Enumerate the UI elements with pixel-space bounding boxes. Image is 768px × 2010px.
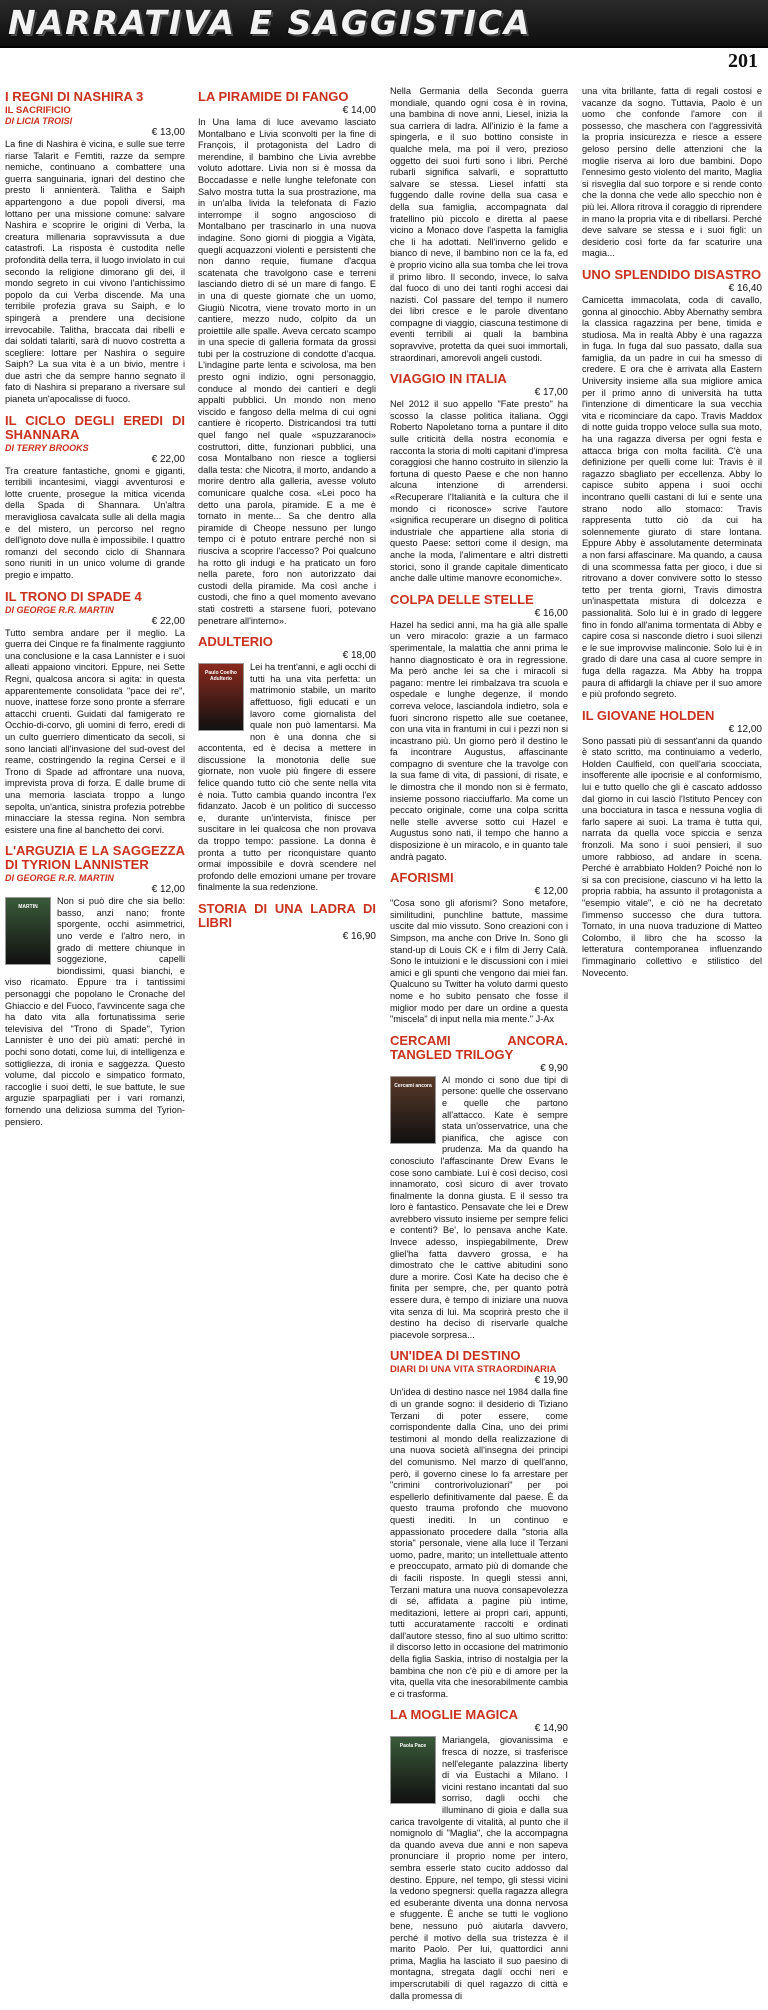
book-cover-label: MARTIN [18,904,38,911]
book-description: Paulo Coelho Adulterio Lei ha trent'anni, e agli occhi di tutti ha una vita perfetta: un matrimonio stabile, un marito affettuoso, figli educati e un lavoro come giornalista del quale non può lamentarsi. Ma non è una donna che si accontenta, ed è decisa a mettere in discussione la monotonia delle sue giornate, non vuole più fingere di essere felice quando tutto ciò che sente nella vita è noia. Tutto cambia quando incontra l'ex fidanzato. Jacob è un politico di successo e, durante un'intervista, finisce per suscitare in lei qualcosa che non provava da troppo tempo: passione. La donna è pronta a tutto per riconquistare quanto ormai impossibile e dovrà scendere nel profondo delle emozioni umane per trovare finalmente la sua redenzione. [198,662,376,893]
book-price: € 22,00 [151,453,185,465]
book-entry [5,414,185,582]
book-price: € 13,00 [151,127,185,138]
book-subtitle: DIARI DI UNA VITA STRAORDINARIA [390,1364,557,1376]
book-description: Paola Pace Mariangela, giovanissima e fresca di nozze, si trasferisce nell'elegante palazzina liberty di via Eustachi a Milano. I vicini restano incantati dal suo sorriso, dagli occhi che illuminano di gioia e dalla sua carica travolgente di vitalità, al punto che il nomignolo di "Maglia", che la accompagna da quando aveva due anni e non sapeva pronunciare il proprio nome per intero, sembra esserle stato cucito addosso dal destino. Eppure, nel tempo, gli stessi vicini la vedono spegnersi: quella ragazza allegra ed esuberante diventa una donna nervosa e sfuggente. È anche se tutti le vogliono bene, nessuno può aiutarla davvero, perché il motivo della sua tristezza è il marito Paolo. Per lui, quattordici anni prima, Maglia ha lasciato il suo paesino di montagna, stregata dagli occhi neri e imperscrutabili di quel ragazzo di città e dalla promessa di [390,1735,568,2001]
book-entry [390,593,568,863]
book-description: MARTIN Non si può dire che sia bello: basso, anzi nano; fronte sporgente, occhi asimmetrici, uno verde e l'altro nero, in grado di mettere chiunque in soggezione, capelli biondissimi, quasi bianchi, e viso ricamato. Eppure tra i tantissimi personaggi che popolano le Cronache del Ghiaccio e del Fuoco, l'avvincente saga che ha dato vita alla fortunatissima serie televisiva del "Trono di Spade", Tyrion Lannister è uno dei più amati: perché in pochi sono dotati, come lui, di intelligenza e sottigliezza, di ironia e saggezza. Questo volume, dal piccolo e simpatico formato, raccoglie i suoi detti, le sue battute, le sue arguzie sparpagliati per i vari romanzi, fornendo una deliziosa summa del Tyrion-pensiero. [5,896,185,1127]
book-entry [390,1708,568,2002]
book-price: € 22,00 [151,615,185,627]
book-entry [390,86,568,364]
book-description: In Una lama di luce avevamo lasciato Montalbano e Livia sconvolti per la fine di François, il protagonista del Ladro di merendine, il bambino che Livia avrebbe voluto adottare. Livia non si è mossa da Boccadasse e nelle lunghe telefonate con Salvo mostra tutta la sua prostrazione, ma in un'alba livida la telefonata di Fazio interrompe il sogno angoscioso di Montalbano per trascinarlo in una nuova indagine. Sono giorni di pioggia a Vigàta, quegli acquazzoni violenti e persistenti che non danno requie, fiumane d'acqua scatenata che travolgono case e terreni lasciando dietro di sé un mare di fango. E in una di queste giornate che un uomo, Giugiù Nicotra, viene trovato morto in un cantiere, mezzo nudo, colpito da un proiettile alle spalle. Aveva cercato scampo in una specie di galleria formata da grossi tubi per la costruzione di condotte d'acqua. L'indagine parte lenta e scivolosa, ma ben presto ogni indizio, ogni personaggio, conduce al mondo dei cantieri e degli appalti pubblici. Un mondo non meno viscido e fangoso della melma di cui ogni cantiere è ricoperto. Districandosi tra tutti quel fango nel quale «spuzzaranoci» costruttori, ditte, funzionari pubblici, una cosa Montalbano non riesce a togliersi dalla testa: che Nicotra, il morto, andando a morire dentro alla galleria, avesse voluto comunicare qualche cosa. «Lei poco ha detto una parola, piramide. E a me è tornato in mente... Sa che dentro alla piramide di Cheope nessuno per lungo tempo ci è potuto entrare perché non si riusciva a scoprire l'accesso? Poi qualcuno ha rotto gli indugi e ha praticato un foro nella parete, foro non autorizzato dai custodi della piramide. Ma così anche i custodi, che fino a quel momento avevano stati costretti a starsene fuori, potevano penetrare all'interno». [198,117,376,626]
column-2 [198,86,376,951]
book-entry [5,590,185,837]
book-entry [390,1034,568,1342]
book-description: Tra creature fantastiche, gnomi e giganti, terribili incantesimi, viaggi avventurosi e lotte cruente, prosegue la mitica vicenda della Spada di Shannara. Un'altra meravigliosa cavalcata sulle ali della magia e del mistero, un percorso nel regno dell'ignoto dove nulla è impossibile. I quattro romanzi del secondo ciclo di Shannara sono riuniti in un unico volume di grande pregio e impatto. [5,465,185,580]
book-cover [198,663,244,731]
book-title: L'ARGUZIA E LA SAGGEZZA DI TYRION LANNISTER [5,843,185,873]
book-entry [582,268,762,701]
book-entry [198,635,376,894]
book-entry [582,709,762,979]
book-description: Nel 2012 il suo appello "Fate presto" ha scosso la classe politica italiana. Oggi Roberto Napoletano torna a puntare il dito sulle criticità della nostra economia e racconta la storia di molti capitani d'impresa coraggiosi che hanno costruito in silenzio la fortuna di questo Paese e che non hanno alcuna intenzione di arrendersi. «Recuperare l'Italianità e la cultura che il mondo ci riconosce» scrive l'autore «significa recuperare un disegno di politica industriale che appartiene alla storia di questo Paese: settori come il design, ma anche la moda, l'alimentare e altri distretti storici, sono il grande capitale dimenticato anche dalle ultime manovre economiche». [390,399,568,584]
book-cover-label: Paola Pace [399,1743,427,1750]
book-cover [5,897,51,965]
page-number: 201 [728,50,758,72]
book-price: € 16,40 [728,282,762,294]
book-author: DI TERRY BROOKS [5,442,89,453]
column-1 [5,86,185,1136]
book-title: COLPA DELLE STELLE [390,591,534,607]
book-price: € 14,90 [534,1723,568,1735]
book-title: LA MOGLIE MAGICA [390,1707,519,1723]
book-entry [582,86,762,260]
book-description: "Cosa sono gli aforismi? Sono metafore, similitudini, punchline battute, massime uscite dal mio vissuto. Sono creazioni con i Simpson, ma anche con Drive In. Sono gli stand-up di Louis CK e i film di Jerry Calà. Sono le intuizioni e le discussioni con i miei amici e gli spunti che vengono dai miei fan. Qualcuno su Twitter ha voluto darmi questo nome e ho subito pensato che fosse il miglior modo per dare un ordine a questa "miscela" di input nella mia mente." J-Ax [390,898,568,1025]
column-3 [390,86,568,2010]
book-entry [390,871,568,1026]
section-title: NARRATIVA E SAGGISTICA [8,3,532,42]
book-title: IL TRONO DI SPADE 4 [5,588,142,604]
book-title: IL CICLO DEGLI EREDI DI SHANNARA [5,412,185,442]
book-title: VIAGGIO IN ITALIA [390,371,507,387]
book-description: una vita brillante, fatta di regali costosi e vacanze da sogno. Tuttavia, Paolo è un uomo che confonde l'amore con il possesso, che maschera con l'aggressività la propria insicurezza e riesce a essere geloso persino delle attenzioni che la moglie riserva ai loro due bambini. Dopo l'ennesimo gesto violento del marito, Maglia si risveglia dal suo torpore e si rende conto che la donna che vede allo specchio non è più lei. Allora ritrova il coraggio di riprendere in mano la propria vita e di ribellarsi. Perché deve salvare se stessa e i suoi figli: un desiderio così forte da far scaturire una magia... [582,86,762,259]
book-title: STORIA DI UNA LADRA DI LIBRI [198,901,376,930]
book-description: Cercami ancora Al mondo ci sono due tipi di persone: quelle che osservano e quelle che partono all'attacco. Kate è sempre stata un'osservatrice, una che pianifica, che agisce con prudenza. Ma da quando ha conosciuto l'affascinante Drew Evans le cose sono cambiate. Lui è così deciso, così innamorato, così sicuro di aver trovato finalmente la donna giusta. E il sesso tra loro è fantastico. Pensavate che lei e Drew avrebbero vissuto insieme per sempre felici e contenti? Be', lo pensava anche Kate. Invece adesso, inspiegabilmente, Drew gliel'ha fatta davvero grossa, e ha dimostrato che le cattive abitudini sono dure a morire. Così Kate ha deciso che è finita per sempre, che, per quanto potrà essere dura, è tempo di iniziare una nuova vita senza di lui. Ma scoprirà presto che il destino ha deciso di riservarle qualche piacevole sorpresa... [390,1074,568,1340]
book-price: € 17,00 [534,387,568,399]
book-price: € 9,90 [540,1062,568,1074]
book-cover [390,1736,436,1804]
book-entry [390,1349,568,1700]
book-cover [390,1076,436,1144]
book-description: Hazel ha sedici anni, ma ha già alle spalle un vero miracolo: grazie a un farmaco sperimentale, la malattia che anni prima le hanno diagnosticato è ora in regressione. Ma però anche lei sa che i miracoli si pagano: mentre lei rimbalzava tra scuola e ospedale e lunghe degenze, il mondo correva veloce, lasciandola indietro, sola e fuori sincrono rispetto alle sue coetanee, con una vita in frantumi in cui i pezzi non si incastrano più. Un giorno però il destino le fa incontrare Augustus, affascinante compagno di sventure che la travolge con la sua fame di vita, di passioni, di risate, e le dimostra che il mondo non si è fermato, insieme possono riacciuffarlo. Ma come un peccato originale, come una colpa scritta nelle stelle avverse sotto cui Hazel e Augustus sono nati, il tempo che hanno a disposizione è un miracolo, e in quanto tale andrà pagato. [390,619,568,862]
book-author: DI GEORGE R.R. MARTIN [5,604,114,615]
book-entry [198,90,376,627]
column-4 [582,86,762,987]
book-price: € 19,90 [534,1375,568,1387]
book-title: IL GIOVANE HOLDEN [582,707,715,723]
book-cover-label: Cercami ancora [394,1082,432,1089]
book-entry [5,90,185,406]
book-price: € 12,00 [151,884,185,896]
book-title: LA PIRAMIDE DI FANGO [198,89,349,104]
book-description: Camicetta immacolata, coda di cavallo, gonna al ginocchio. Abby Abernathy sembra la classica ragazzina per bene, timida e studiosa. Ma in realtà Abby è una ragazza in fuga. In fuga dal suo passato, dalla sua famiglia, da un padre in cui ha smesso di credere. E ora che è arrivata alla Eastern University insieme alla sua migliore amica per il primo anno di università ha tutta l'intenzione di dimenticare la sua vecchia vita e ricominciare da capo. Travis Maddox di notte guida troppo veloce sulla sua moto, ha una ragazza diversa per ogni festa e attacca briga con molta facilità. C'è una definizione per quelli come lui: Travis è il ragazzo sbagliato per eccellenza. Abby lo capisce subito appena i suoi occhi incontrano quelli castani di lui e sente una strano nodo allo stomaco: Travis rappresenta tutto ciò da cui ha solennemente giurato di stare lontana. Eppure Abby è assolutamente determinata a non farsi affascinare. Ma quando, a causa di una scommessa fatta per gioco, i due si ritrovano a dover convivere sotto lo stesso tetto per trenta giorni, Travis dimostra un'inaspettata mistura di dolcezza e passionalità. Solo lui è in grado di leggere fino in fondo all'anima tormentata di Abby e capire cosa si nasconde dietro i suoi silenzi e le sue improvvise malinconie. Solo lui è in grado di dare una casa al cuore sempre in fuga della ragazza. Ma Abby ha troppa paura di affidargli la chiave per il suo amore e più profondo segreto. [582,294,762,700]
book-author: DI LICIA TROISI [5,116,73,126]
book-description: La fine di Nashira è vicina, e sulle sue terre riarse Talarìt e Femtiti, razze da sempre nemiche, continuano a combattere una guerra sanguinaria, ignari del destino che presto li annienterà. Talitha e Saiph appartengono a due popoli diversi, ma lottano per una missione comune: salvare Nashira e scoprire le origini di Verba, la creatura millenaria sopravvissuta a due catastrofi. La risposta è custodita nelle profondità della terra, il luogo inviolato in cui secondo la religione dimorano gli dei, il mondo segreto in cui vivono l'antichissimo popolo da cui Verba discende. Ma una terribile profezia grava su Saiph, e lo spingerà a prendere una decisione irrevocabile. Talitha, braccata dai ribelli e dai soldati talariti, sarà di nuovo costretta a scegliere: lottare per Nashira o seguire Saiph? La sua vita è a un bivio, mentre i due astri che da sempre hanno segnato il fato di Nashira si preparano a riversare sul pianeta un'apocalisse di fuoco. [5,139,185,405]
book-description: Un'idea di destino nasce nel 1984 dalla fine di un grande sogno: il desiderio di Tiziano Terzani di poter essere, come corrispondente dalla Cina, uno dei primi testimoni al mondo della realizzazione di una nuova società all'insegna dei principi del comunismo. Nel marzo di quell'anno, però, il governo cinese lo fa arrestare per "crimini controrivoluzionari" per poi espellerlo definitivamente dal paese. È da questo trauma profondo che muovono questi inediti. In un continuo e appassionato procedere dalla "storia alla storia" personale, viene alla luce il Terzani uomo, padre, marito; un intellettuale attento e preoccupato, armato più di domande che di facili risposte. In quegli stessi anni, Terzani matura una nuova consapevolezza di sé, affidata a pagine più intime, meditazioni, lettere ai propri cari, appunti, tutti accuratamente raccolti e ordinati dall'autore stesso, fino al suo ultimo scritto: il discorso letto in occasione del matrimonio della figlia Saskia, intriso di nostalgia per la bambina che non c'è più e di amore per la vita, quella vita che inesorabilmente cambia e ci trasforma. [390,1387,568,1699]
book-title: ADULTERIO [198,634,273,650]
book-title: UN'IDEA DI DESTINO [390,1348,521,1364]
book-price: € 14,00 [342,105,376,116]
book-entry [5,844,185,1128]
header-rule [0,46,768,48]
book-description: Tutto sembra andare per il meglio. La guerra dei Cinque re fa finalmente raggiunto una conclusione e la casa Lannister e i suoi alleati appaiono vincitori. Eppure, nei Sette Regni, qualcosa ancora si agita: in questa apparentemente consolidata "pace dei re", nuove, inattese forze sono pronte a sferrare attacchi cruenti. Guidati dal famigerato re Occhio-di-corvo, gli uomini di ferro, eredi di un culto guerriero dimenticato da secoli, si sono lanciati all'invasione del sud-ovest del reame, costringendo la regina Cersei e il Trono di Spade ad affrontare una nuova, imprevista prova di forza. E dalle brume di una memoria lasciata troppo a lungo sepolta, un'antica, sinistra profezia potrebbe minacciare la stessa regina. Non sembra esistere una fine al banchetto dei corvi. [5,627,185,835]
book-title: UNO SPLENDIDO DISASTRO [582,266,762,282]
page-header [0,0,768,78]
book-entry [390,372,568,585]
book-entry [198,902,376,943]
book-price: € 16,90 [342,931,376,942]
book-price: € 18,00 [342,650,376,662]
book-description: Sono passati più di sessant'anni da quando è stato scritto, ma continuiamo a vederlo, Holden Caulfield, con quell'aria scocciata, insofferente alle ipocrisie e al conformismo, lui e tutto quello che gli è cascato addosso dal giorno in cui lasciò l'Istituto Pencey con una bocciatura in tasca e nessuna voglia di farlo sapere ai suoi. La trama è tutta qui, narrata da quella voce spiccia e senza fronzoli. Ma sono i suoi pensieri, il suo umore rabbioso, ad andare in scena. Perché è arrabbiato Holden? Poiché non lo si sa con precisione, ciascuno vi ha letto la propria rabbia, ha assunto il protagonista a "esempio vitale", e ciò ne ha decretato l'immenso successo che dura tuttora. Tornato, in una nuova traduzione di Matteo Colombo, il libro che ha scosso la letteratura contemporanea influenzando l'immaginario collettivo e stilistico del Novecento. [582,735,762,978]
book-title: CERCAMI ANCORA. TANGLED TRILOGY [390,1032,568,1062]
book-price: € 12,00 [728,723,762,735]
book-description: Nella Germania della Seconda guerra mondiale, quando ogni cosa è in rovina, una bambina di nove anni, Liesel, inizia la sua carriera di ladra. All'inizio è la fame a spingerla, e il suo bottino consiste in qualche mela, ma poi il vero, prezioso oggetto dei suoi furti sono i libri. Perché rubarli significa salvarli, e soprattutto salvare se stessa. Liesel infatti sta fuggendo dalle rovine della sua casa e della sua famiglia, accompagnata dal fratellino più piccolo e diretta al paese vicino a Monaco dove l'aspetta la famiglia che li ha adottati. Nell'inverno gelido e bianco di neve, il bambino non ce la fa, ed è proprio vicino alla sua tomba che lei trova il primo libro. Il secondo, invece, lo salva dal fuoco di uno dei tanti roghi accesi dai nazisti. Col passare del tempo il numero dei libri cresce e le parole diventano compagne di viaggio, ciascuna testimone di eventi terribili ai quali la bambina sopravvive, protetta da quei suoi immortali, straordinari, amorevoli angeli custodi. [390,86,568,363]
book-title: AFORISMI [390,870,454,886]
book-subtitle: IL SACRIFICIO [5,105,71,116]
book-author: DI GEORGE R.R. MARTIN [5,873,114,884]
section-banner [0,0,768,46]
book-cover-label: Paulo Coelho Adulterio [205,670,237,683]
book-price: € 12,00 [534,886,568,898]
book-price: € 16,00 [534,607,568,619]
book-title: I REGNI DI NASHIRA 3 [5,89,144,104]
